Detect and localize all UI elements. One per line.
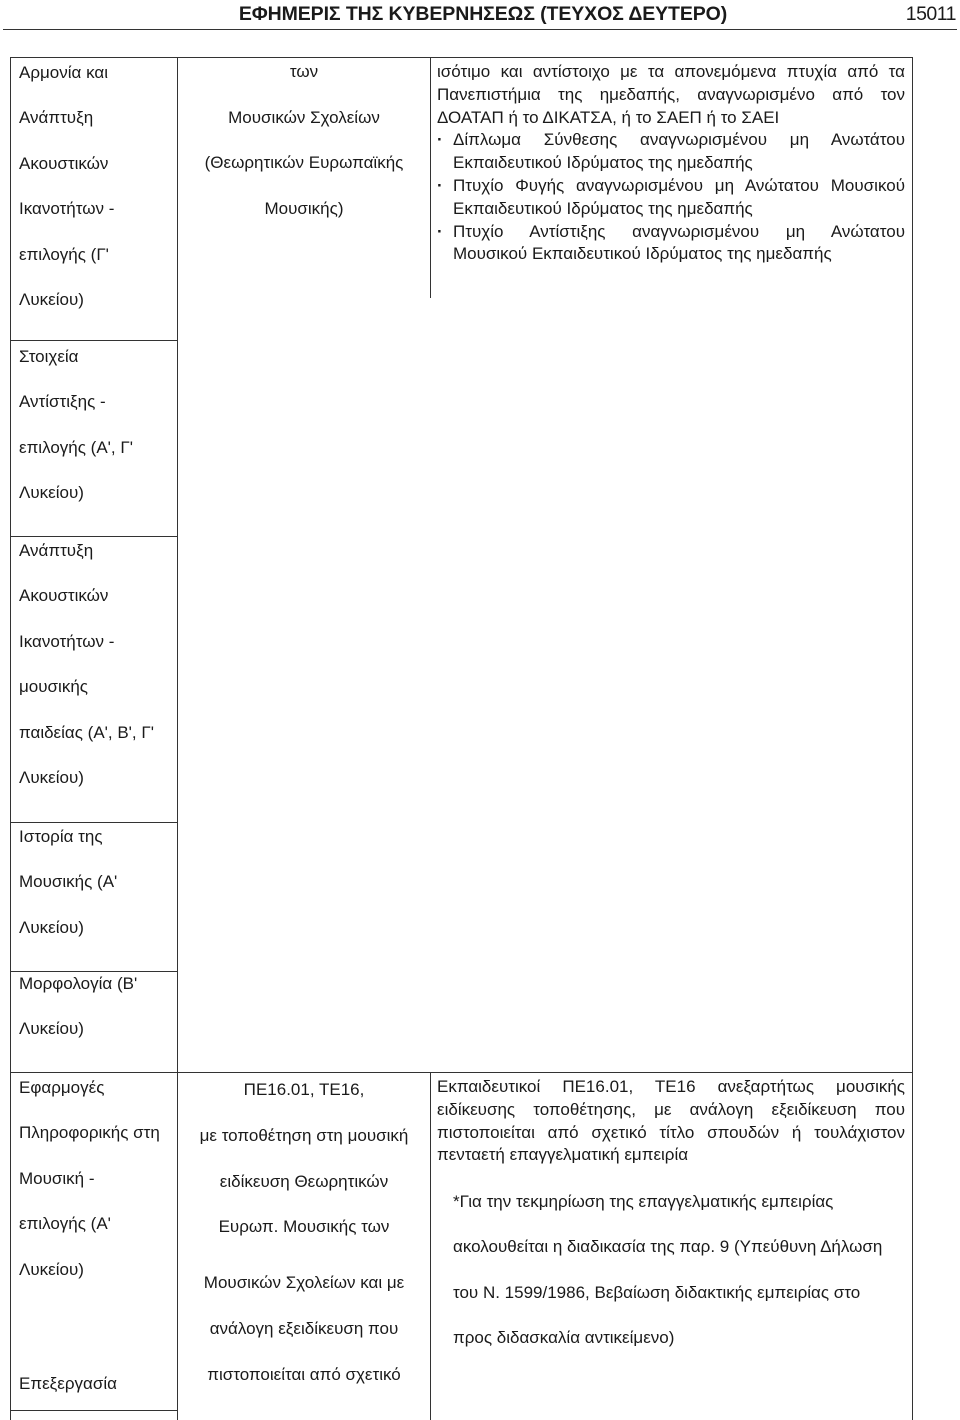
subject-processing: Επεξεργασία	[19, 1374, 117, 1393]
qualification-bullet: · Πτυχίο Φυγής αναγνωρισμένου μη Ανώτατου Μουσικού	[437, 175, 905, 198]
subject-morphology: Μορφολογία (Β' Λυκείου)	[19, 974, 138, 1039]
page-header	[0, 0, 960, 30]
subject-music-informatics: Εφαρμογές Πληροφορικής στη Μουσική - επιλογής (Α' Λυκείου)	[19, 1078, 160, 1279]
qualification-bullet: · Δίπλωμα Σύνθεσης αναγνωρισμένου μη Ανωτάτου	[437, 129, 905, 152]
specialty-top: των Μουσικών Σχολείων (Θεωρητικών Ευρωπαϊκής Μουσικής)	[204, 62, 404, 218]
subject-music-history: Ιστορία της Μουσικής (Α' Λυκείου)	[19, 827, 118, 937]
subject-counterpoint: Στοιχεία Αντίστιξης - επιλογής (Α', Γ' Λυκείου)	[19, 347, 133, 503]
subject-aural-skills: Ανάπτυξη Ακουστικών Ικανοτήτων - μουσικής παιδείας (Α', Β', Γ' Λυκείου)	[19, 541, 154, 788]
qualifications-bottom: Εκπαιδευτικοί ΠΕ16.01, ΤΕ16 ανεξαρτήτως μουσικής ειδίκευσης τοποθέτησης, με ανάλογη εξειδίκευση που πιστοποιείται από σχετικό τίτλο σπουδών ή τουλάχιστον πενταετή επαγγελματική εμπειρία	[437, 1077, 905, 1165]
page-number: 15011	[905, 3, 956, 25]
specialty-bottom: ΠΕ16.01, ΤΕ16, με τοποθέτηση στη μουσική ειδίκευση Θεωρητικών Ευρωπ. Μουσικής των Μουσικών Σχολείων και με ανάλογη εξειδίκευση που πιστοποιείται από σχετικό	[199, 1080, 409, 1384]
row-divider	[11, 1410, 177, 1411]
column-divider	[430, 58, 431, 298]
qualification-bullet: · Πτυχίο Αντίστιξης αναγνωρισμένου μη Ανώτατου	[437, 221, 905, 244]
header-divider	[3, 29, 957, 30]
subject-harmony: Αρμονία και Ανάπτυξη Ακουστικών Ικανοτήτων - επιλογής (Γ' Λυκείου)	[19, 63, 115, 310]
experience-note: *Για την τεκμηρίωση της επαγγελματικής εμπειρίας ακολουθείται η διαδικασία της παρ. 9 (Υπεύθυνη Δήλωση του Ν. 1599/1986, Βεβαίωση διδακτικής εμπειρίας στο προς διδασκαλία αντικείμενο)	[453, 1192, 883, 1348]
column-divider	[430, 1072, 431, 1420]
qualifications-table	[10, 57, 913, 1420]
qualifications-top: ισότιμο και αντίστοιχο με τα απονεμόμενα πτυχία από τα Πανεπιστήμια της ημεδαπής, αναγνωρισμένο από τον ΔΟΑΤΑΠ ή το ΔΙΚΑΤΣΑ, ή το ΣΑΕΠ ή το ΣΑΕΙ · Δίπλωμα Σύνθεσης αναγνωρισμένου μη Ανωτάτου Εκπαιδευτικού Ιδρύματος της ημεδαπής · Πτυχίο Φυγής αναγνωρισμένου μη Ανώτατου Μουσικού Εκπαιδευτικού Ιδρύματος της ημεδαπής · Πτυχίο Αντίστιξης αναγνωρισμένου μη Ανώτατου Μουσικού Εκπαιδευτικού Ιδρύματος της ημεδαπής	[437, 61, 905, 266]
gazette-title: ΕΦΗΜΕΡΙΣ ΤΗΣ ΚΥΒΕΡΝΗΣΕΩΣ (ΤΕΥΧΟΣ ΔΕΥΤΕΡΟ)	[238, 3, 728, 25]
